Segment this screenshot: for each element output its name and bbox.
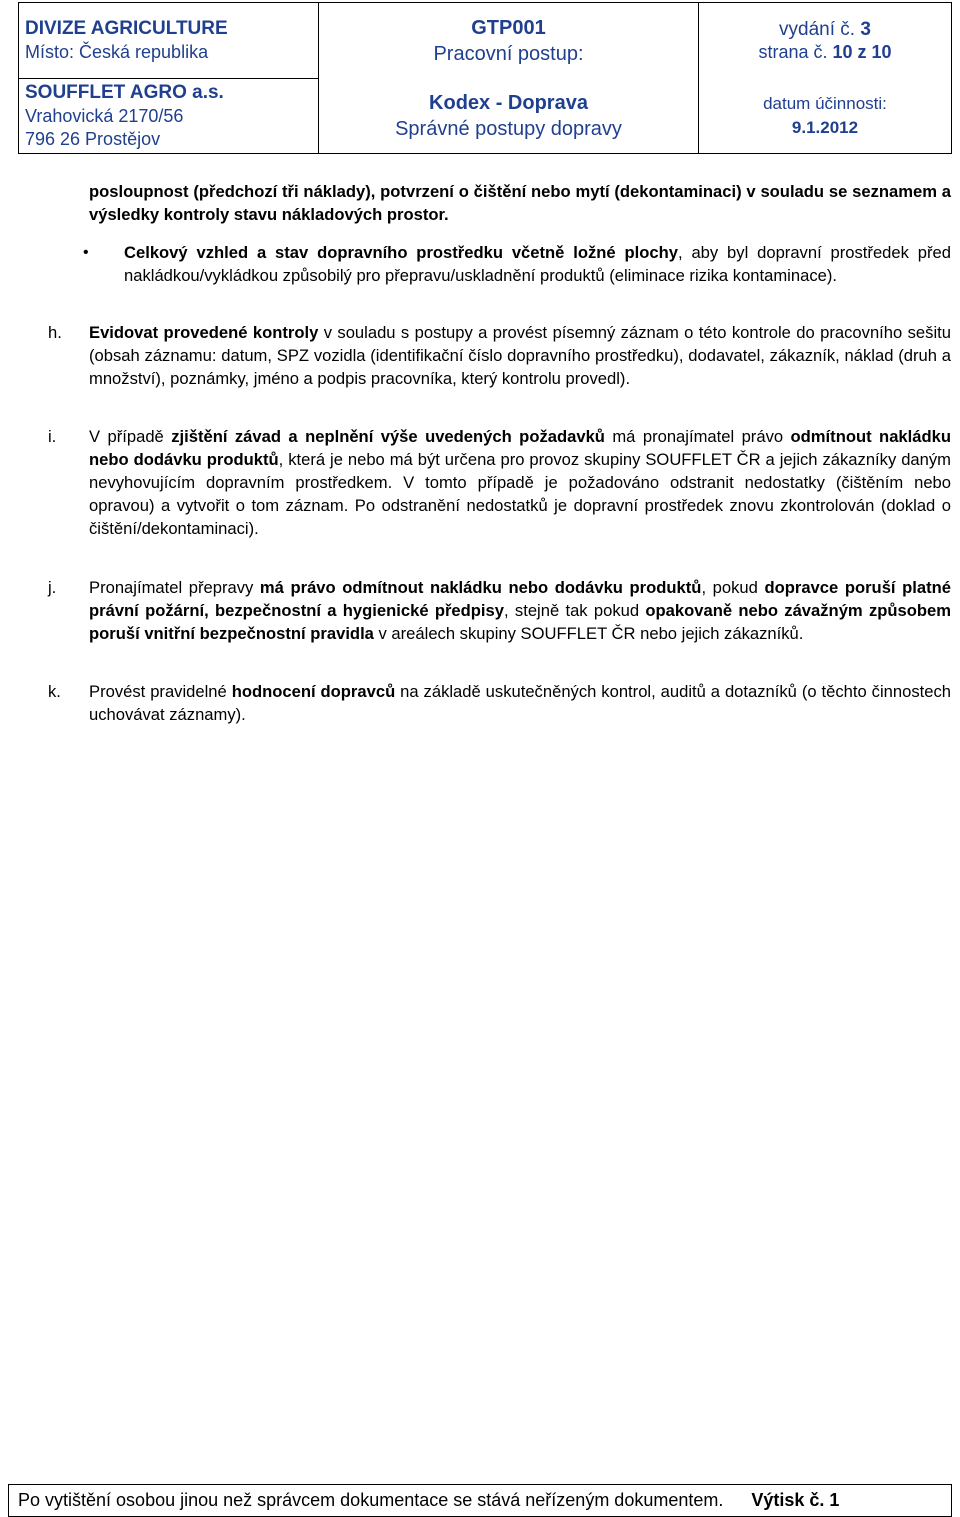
header-page [758,41,891,64]
item-text: V případě [89,427,172,446]
item-bold: hodnocení dopravců [231,682,396,701]
list-item-i [48,425,951,540]
edition-label: vydání č. [779,18,856,40]
header-edition-block [699,3,951,78]
item-text: v souladu s postupy a provést písemný záznam o této kontrole do pracovního sešitu (obsah záznamu: datum, SPZ vozidla (identifikační číslo dopravního prostředku), dodavatel, zákazník, náklad (druh a množství), poznámky, jméno a podpis pracovníka, který kontrolu provedl). [89,323,951,388]
list-item-j [48,576,951,645]
item-body [89,425,951,540]
item-letter: i. [48,427,57,446]
page-label: strana č. [758,41,828,62]
item-letter: k. [48,682,61,701]
bullet-text [124,241,951,287]
document-header [18,2,952,154]
header-doc-code: GTP001 [471,16,546,39]
item-text: v areálech skupiny SOUFFLET ČR nebo jejich zákazníků. [373,624,804,643]
item-bold: má právo odmítnout nakládku nebo dodávku produktů [259,578,702,597]
footer-notice: Po vytištění osobou jinou než správcem dokumentace se stává neřízeným dokumentem. [18,1490,724,1510]
item-bold: zjištění závad a neplnění výše uvedených požadavků [171,427,605,446]
bullet-bold: Celkový vzhled a stav dopravního prostředku včetně ložné plochy [124,243,678,262]
continuation-paragraph: posloupnost (předchozí tři náklady), potvrzení o čištění nebo mytí (dekontaminaci) v souladu se seznamem a výsledky kontroly stavu nákladových prostor. [89,182,951,224]
item-text: , pokud [701,578,765,597]
item-letter: j. [48,578,57,597]
item-body [89,576,951,645]
header-doc-title: Kodex - Doprava [429,91,588,114]
header-meta-cell [699,3,951,153]
header-doc-title-block [319,78,698,153]
item-bold: odmítnout nakládku nebo dodávku produktů [89,427,951,469]
item-text: , která je nebo má být určena pro provoz skupiny SOUFFLET ČR a jejich zákazníky daným nevyhovujícím dopravním prostředkem. V tomto případě je požadováno odstranit nedostatky (čištěním nebo opravou) a vytvořit o tom záznam. Po odstranění nedostatků je dopravní prostředek znovu zkontrolován (doklad o čištění/dekontaminaci). [89,450,951,538]
edition-value: 3 [860,18,871,40]
item-bold: dopravce poruší platné právní požární, bezpečnostní a hygienické předpisy [89,578,951,620]
bullet-icon: • [83,244,89,261]
header-effective-label: datum účinnosti: [763,93,887,113]
item-text: má pronajímatel právo [604,427,791,446]
item-text: na základě uskutečněných kontrol, auditů a dotazníků (o těchto činnostech uchovávat záznamy). [89,682,952,724]
header-address-street: Vrahovická 2170/56 [25,105,184,126]
bullet-rest: , aby byl dopravní prostředek před nakládkou/vykládkou způsobilý pro přepravu/uskladnění produktů (eliminace rizika kontaminace). [124,243,951,285]
header-company-cell [19,3,319,153]
item-body [89,680,951,726]
header-doc-code-block [319,3,698,78]
footer-print-number: Výtisk č. 1 [751,1490,840,1510]
document-footer [8,1484,952,1517]
header-effective-block [699,78,951,153]
header-doc-type: Pracovní postup: [433,42,584,65]
header-edition [779,18,871,41]
item-bold: Evidovat provedené kontroly [89,323,319,342]
item-bold: opakovaně nebo závažným způsobem poruší vnitřní bezpečnostní pravidla [89,601,952,643]
header-document-cell [319,3,699,153]
item-text: , stejně tak pokud [504,601,646,620]
header-division-block [19,3,318,79]
list-item-k [48,680,951,726]
header-company-block [19,79,318,154]
list-item-h [48,321,951,390]
item-body [89,321,951,390]
header-division: DIVIZE AGRICULTURE [25,17,228,39]
header-doc-subtitle: Správné postupy dopravy [395,117,622,140]
bullet-item [83,241,951,287]
item-text: Provést pravidelné [89,682,232,701]
item-text: Pronajímatel přepravy [89,578,260,597]
header-company: SOUFFLET AGRO a.s. [25,81,224,103]
header-place: Místo: Česká republika [25,41,209,62]
page-value: 10 z 10 [832,41,892,62]
header-effective-date: 9.1.2012 [791,117,859,137]
item-letter: h. [48,323,62,342]
header-address-city: 796 26 Prostějov [25,128,161,149]
